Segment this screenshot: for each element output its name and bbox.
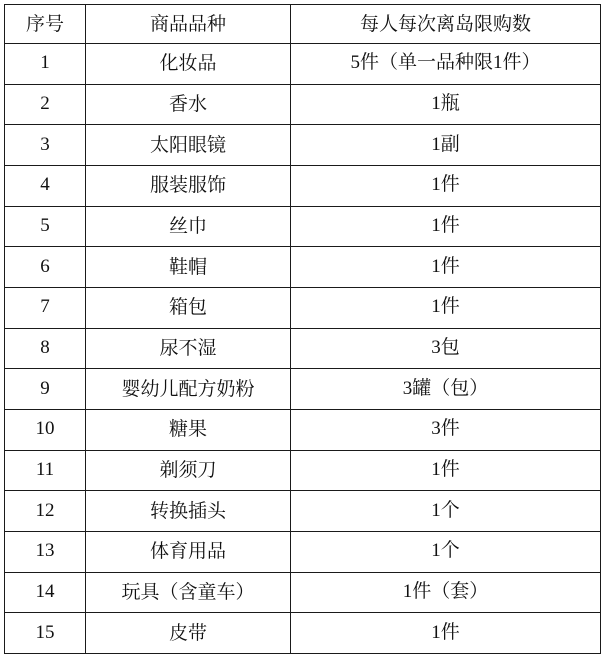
row-item: 婴幼儿配方奶粉 [86,369,291,410]
row-limit: 1件 [291,206,601,247]
row-item: 转换插头 [86,491,291,532]
row-limit: 3罐（包） [291,369,601,410]
table-row [5,450,601,491]
row-index: 10 [5,409,86,450]
row-item: 剃须刀 [86,450,291,491]
row-index: 5 [5,206,86,247]
row-limit: 3件 [291,409,601,450]
row-index: 4 [5,165,86,206]
table-row [5,613,601,654]
table-row [5,247,601,288]
row-index: 1 [5,44,86,85]
row-item: 尿不湿 [86,328,291,369]
row-index: 8 [5,328,86,369]
row-index: 9 [5,369,86,410]
row-item: 化妆品 [86,44,291,85]
table-row [5,491,601,532]
table-row [5,165,601,206]
table-body [5,44,601,654]
table-row [5,328,601,369]
table-row [5,409,601,450]
row-index: 11 [5,450,86,491]
row-limit: 3包 [291,328,601,369]
table-row [5,44,601,85]
table-row [5,206,601,247]
row-item: 箱包 [86,287,291,328]
row-limit: 1件 [291,247,601,288]
row-limit: 1瓶 [291,84,601,125]
row-item: 糖果 [86,409,291,450]
row-limit: 1个 [291,491,601,532]
row-item: 玩具（含童车） [86,572,291,613]
row-item: 香水 [86,84,291,125]
row-index: 15 [5,613,86,654]
purchase-limit-table [4,4,601,654]
header-item: 商品品种 [86,5,291,44]
row-limit: 1件 [291,165,601,206]
row-index: 2 [5,84,86,125]
row-index: 3 [5,125,86,166]
table-row [5,572,601,613]
row-limit: 1副 [291,125,601,166]
table-row [5,369,601,410]
row-limit: 1件 [291,613,601,654]
row-index: 12 [5,491,86,532]
row-index: 14 [5,572,86,613]
header-index: 序号 [5,5,86,44]
row-item: 服装服饰 [86,165,291,206]
row-limit: 1个 [291,531,601,572]
table-row [5,84,601,125]
table-row [5,287,601,328]
header-row [5,5,601,44]
table-header [5,5,601,44]
header-limit: 每人每次离岛限购数 [291,5,601,44]
row-item: 鞋帽 [86,247,291,288]
row-item: 皮带 [86,613,291,654]
table-row [5,531,601,572]
row-index: 7 [5,287,86,328]
table-row [5,125,601,166]
row-index: 13 [5,531,86,572]
row-index: 6 [5,247,86,288]
row-limit: 5件（单一品种限1件） [291,44,601,85]
row-item: 丝巾 [86,206,291,247]
row-limit: 1件（套） [291,572,601,613]
row-limit: 1件 [291,450,601,491]
row-limit: 1件 [291,287,601,328]
row-item: 体育用品 [86,531,291,572]
row-item: 太阳眼镜 [86,125,291,166]
